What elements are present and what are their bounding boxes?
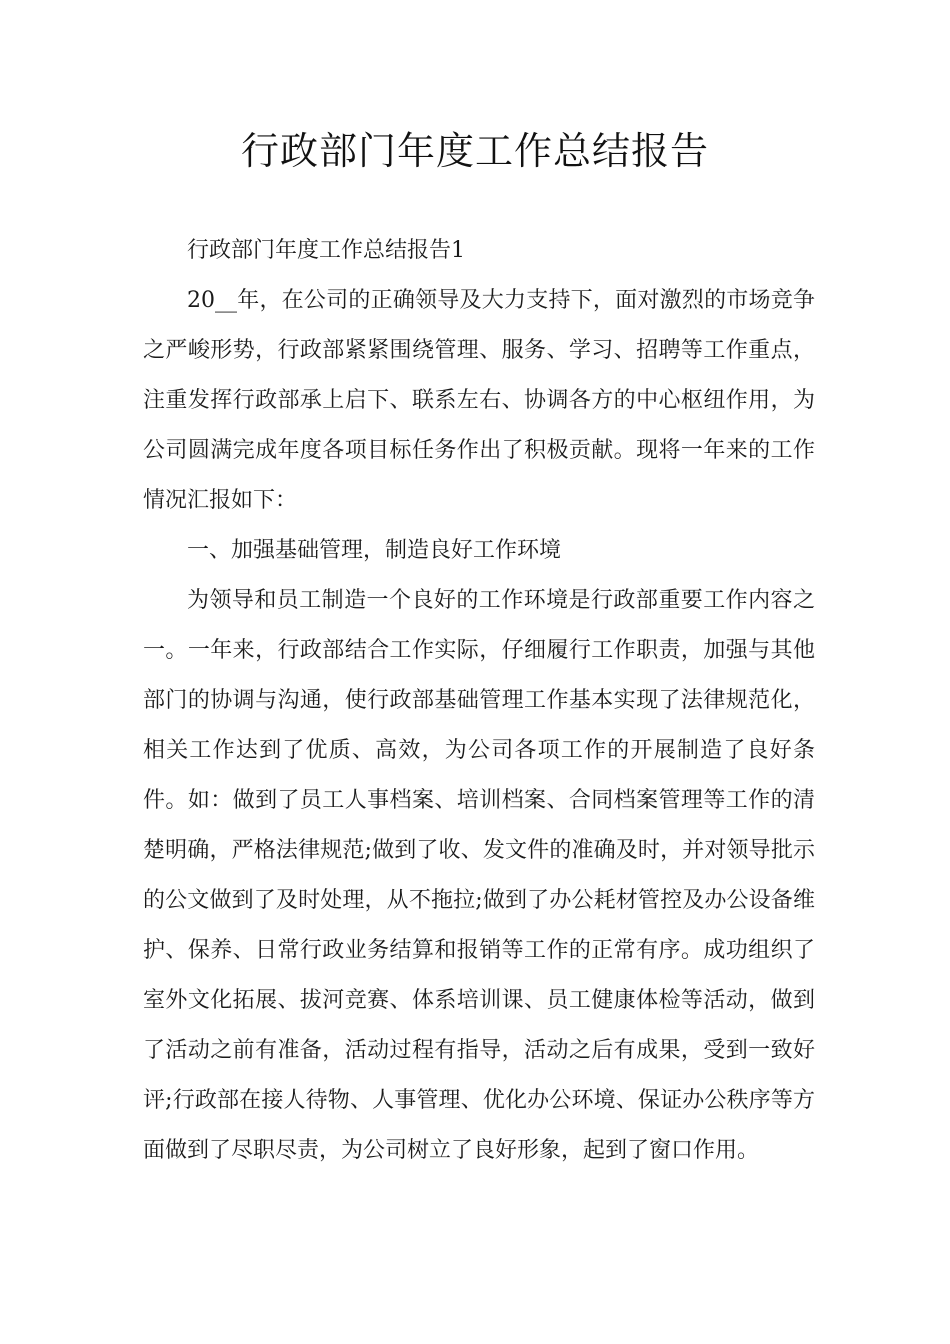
section-heading: 一、加强基础管理，制造良好工作环境 — [187, 538, 562, 563]
report-subtitle: 行政部门年度工作总结报告1 — [187, 238, 465, 263]
intro-paragraph: 20__年，在公司的正确领导及大力支持下，面对激烈的市场竞争之严峻形势，行政部紧紧围绕管理、服务、学习、招聘等工作重点，注重发挥行政部承上启下、联系左右、协调各方的中心枢纽作用，为公司圆满完成年度各项目标任务作出了积极贡献。现将一年来的工作情况汇报如下： — [143, 288, 815, 513]
document-body — [143, 226, 815, 1176]
document-title: 行政部门年度工作总结报告 — [240, 129, 709, 173]
section-paragraph: 为领导和员工制造一个良好的工作环境是行政部重要工作内容之一。一年来，行政部结合工作实际，仔细履行工作职责，加强与其他部门的协调与沟通，使行政部基础管理工作基本实现了法律规范化，相关工作达到了优质、高效，为公司各项工作的开展制造了良好条件。如：做到了员工人事档案、培训档案、合同档案管理等工作的清楚明确，严格法律规范;做到了收、发文件的准确及时，并对领导批示的公文做到了及时处理，从不拖拉;做到了办公耗材管控及办公设备维护、保养、日常行政业务结算和报销等工作的正常有序。成功组织了室外文化拓展、拔河竞赛、体系培训课、员工健康体检等活动，做到了活动之前有准备，活动过程有指导，活动之后有成果，受到一致好评;行政部在接人待物、人事管理、优化办公环境、保证办公秩序等方面做到了尽职尽责，为公司树立了良好形象，起到了窗口作用。 — [143, 588, 815, 1163]
